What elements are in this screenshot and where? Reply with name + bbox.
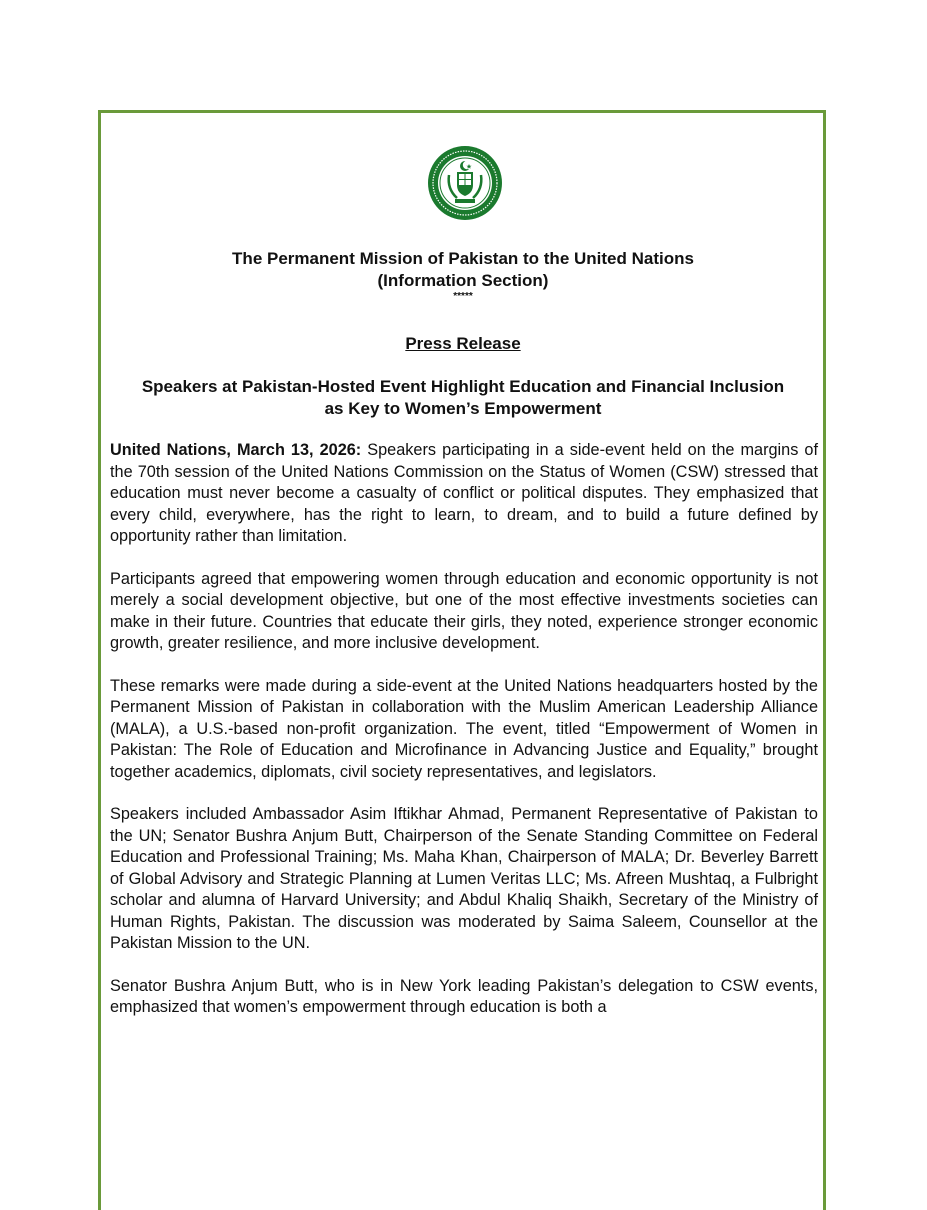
organization-subtitle: (Information Section) — [377, 271, 549, 290]
dateline: United Nations, March 13, 2026: — [110, 441, 362, 459]
separator-stars: ***** — [453, 291, 473, 302]
headline — [110, 376, 816, 420]
headline-line-1: Speakers at Pakistan-Hosted Event Highlight Education and Financial Inclusion — [141, 377, 785, 396]
article-body — [110, 440, 818, 1040]
headline-line-2: as Key to Women’s Empowerment — [324, 399, 602, 418]
paragraph-2: Participants agreed that empowering women through education and economic opportunity is not merely a social development objective, but one of the most effective investments societies can make in their future. Countries that educate their girls, they noted, experience stronger economic growth, greater resilience, and more inclusive development. — [110, 569, 818, 652]
press-release-label: Press Release — [405, 334, 521, 353]
organization-title: The Permanent Mission of Pakistan to the United Nations — [232, 249, 694, 268]
paragraph-4: Speakers included Ambassador Asim Iftikhar Ahmad, Permanent Representative of Pakistan to the UN; Senator Bushra Anjum Butt, Chairperson of the Senate Standing Committee on Federal Education and Professional Training; Ms. Maha Khan, Chairperson of MALA; Dr. Beverley Barrett of Global Advisory and Strategic Planning at Lumen Veritas LLC; Ms. Afreen Mushtaq, a Fulbright scholar and alumna of Harvard University; and Abdul Khaliq Shaikh, Secretary of the Ministry of Human Rights, Pakistan. The discussion was moderated by Saima Saleem, Counsellor at the Pakistan Mission to the UN. — [110, 805, 818, 952]
paragraph-5: Senator Bushra Anjum Butt, who is in New York leading Pakistan’s delegation to CSW events, emphasized that women’s empowerment through education is both a — [110, 976, 818, 1016]
document-header — [110, 248, 816, 302]
mission-seal-icon — [427, 145, 503, 221]
paragraph-1-text: Speakers participating in a side-event held on the margins of the 70th session of the United Nations Commission on the Status of Women (CSW) stressed that education must never become a casualty of conflict or political disputes. They emphasized that every child, everywhere, has the right to learn, to dream, and to build a future defined by opportunity rather than limitation. — [110, 441, 818, 545]
paragraph-1 — [110, 440, 818, 548]
paragraph-3: These remarks were made during a side-event at the United Nations headquarters hosted by the Permanent Mission of Pakistan in collaboration with the Muslim American Leadership Alliance (MALA), a U.S.-based non-profit organization. The event, titled “Empowerment of Women in Pakistan: The Role of Education and Microfinance in Advancing Justice and Equality,” brought together academics, diplomats, civil society representatives, and legislators. — [110, 676, 818, 781]
